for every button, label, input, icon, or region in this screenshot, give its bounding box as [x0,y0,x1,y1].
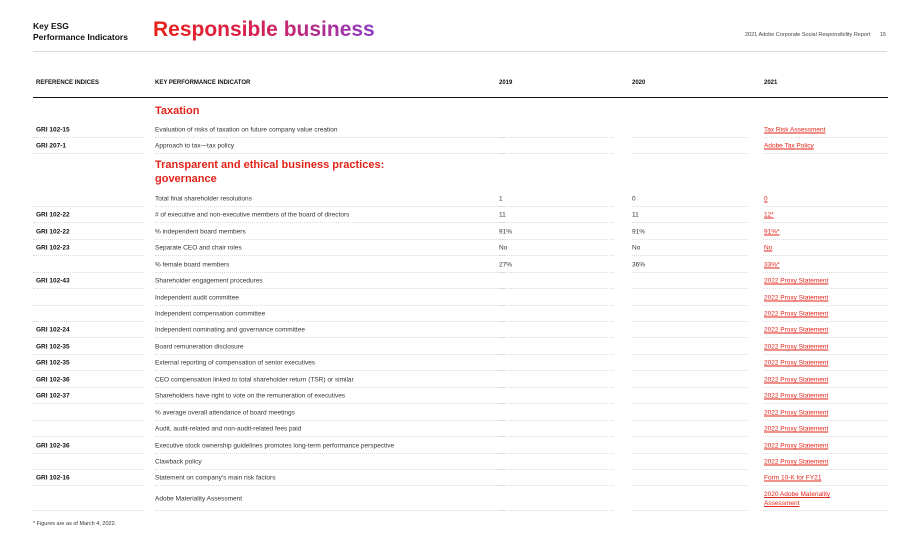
row-divider [763,288,888,289]
kpi-cell: Board remuneration disclosure [155,343,244,351]
table-row [33,470,888,486]
table-row [33,339,888,355]
table-row [33,273,888,289]
column-header-2020: 2020 [632,80,646,86]
row-divider [632,485,747,486]
table-row [33,138,888,154]
ref-cell: GRI 102-15 [36,126,70,134]
row-divider [33,436,143,437]
report-name: 2021 Adobe Corporate Social Responsibility Report [744,32,871,38]
row-divider [499,337,614,338]
value-2021-link[interactable]: 2022 Proxy Statement [764,359,829,367]
value-2019-cell: 27% [499,261,513,269]
kpi-cell: Total final shareholder resolutions [155,195,252,203]
section-label-line1: Key ESG [33,21,69,31]
row-divider [632,337,747,338]
kpi-cell: Independent nominating and governance committee [155,326,305,334]
row-divider [155,153,505,154]
row-divider [33,403,143,404]
row-divider [499,485,614,486]
kpi-cell: Independent compensation committee [155,310,266,318]
kpi-cell: % average overall attendance of board meetings [155,409,295,417]
kpi-cell: % independent board members [155,228,246,236]
table-row [33,122,888,138]
row-divider [499,403,614,404]
kpi-cell: External reporting of compensation of senior executives [155,359,316,367]
table-row [33,454,888,470]
value-2021-link[interactable]: 2022 Proxy Statement [764,442,829,450]
row-divider [155,222,505,223]
column-header-2021: 2021 [764,80,778,86]
kpi-cell: Separate CEO and chair roles [155,244,242,252]
row-divider [632,510,747,511]
header-divider [33,51,887,52]
ref-cell: GRI 102-37 [36,392,70,400]
page-number: 15 [879,32,886,38]
value-2019-cell: 91% [499,228,513,236]
report-info [745,32,886,38]
kpi-cell: Executive stock ownership guidelines promotes long-term performance perspective [155,442,395,450]
value-2021-link[interactable]: Tax Risk Assessment [764,126,826,134]
value-2021-link[interactable]: 2022 Proxy Statement [764,310,829,318]
row-divider [155,255,505,256]
header-section-label [33,21,128,43]
table-row [33,191,888,207]
ref-cell: GRI 102-22 [36,228,70,236]
value-2021-link[interactable]: 2022 Proxy Statement [764,326,829,334]
section-heading-taxation: Taxation [155,105,200,117]
row-divider [763,485,888,486]
value-2021-link[interactable]: No [764,244,773,252]
ref-cell: GRI 102-35 [36,343,70,351]
row-divider [499,436,614,437]
table-row [33,257,888,273]
governance-heading-line1: Transparent and ethical business practices: [155,159,385,171]
value-2019-cell: 1 [499,195,503,203]
row-divider [763,436,888,437]
row-divider [632,222,747,223]
value-2021-link[interactable]: 2022 Proxy Statement [764,425,829,433]
kpi-cell: Adobe Materiality Assessment [155,495,243,503]
row-divider [155,510,505,511]
ref-cell: GRI 102-22 [36,211,70,219]
value-2019-cell: 11 [499,211,506,219]
value-2020-cell: 0 [632,195,636,203]
kpi-cell: Evaluation of risks of taxation on future company value creation [155,126,338,134]
value-2021-link[interactable]: 91%* [764,228,780,236]
row-divider [763,403,888,404]
value-2021-link[interactable]: 2022 Proxy Statement [764,409,829,417]
row-divider [155,485,505,486]
value-2021-link[interactable]: 0 [764,195,768,203]
row-divider [632,255,747,256]
kpi-cell: Shareholder engagement procedures [155,277,263,285]
table-row [33,355,888,371]
governance-heading-line2: governance [155,173,217,185]
value-2021-link[interactable]: 12* [764,211,774,219]
row-divider [155,403,505,404]
row-divider [33,510,143,511]
row-divider [763,337,888,338]
value-2021-link[interactable]: 2022 Proxy Statement [764,294,829,302]
table-row [33,487,888,511]
row-divider [33,288,143,289]
row-divider [763,510,888,511]
value-2021-link[interactable]: Form 10-K for FY21 [764,474,822,482]
kpi-cell: Approach to tax—tax policy [155,142,235,150]
column-header-kpi: KEY PERFORMANCE INDICATOR [155,80,251,86]
kpi-cell: Audit, audit-related and non-audit-related fees paid [155,425,302,433]
table-row [33,207,888,223]
ref-cell: GRI 102-24 [36,326,70,334]
table-header-rule [33,97,888,98]
row-divider [33,337,143,338]
row-divider [33,222,143,223]
ref-cell: GRI 207-1 [36,142,66,150]
column-header-2019: 2019 [499,80,513,86]
row-divider [155,288,505,289]
row-divider [763,255,888,256]
ref-cell: GRI 102-43 [36,277,70,285]
column-header-ref: REFERENCE INDICES [36,80,100,86]
value-2021-link[interactable]: 2022 Proxy Statement [764,458,829,466]
value-2021-link[interactable]: 2020 Adobe Materiality Assessment [764,491,831,507]
kpi-cell: Clawback policy [155,458,202,466]
row-divider [33,153,143,154]
ref-cell: GRI 102-16 [36,474,70,482]
table-row [33,388,888,404]
section-heading-governance [155,158,384,186]
table-row [33,438,888,454]
row-divider [33,370,143,371]
value-2021-link[interactable]: 2022 Proxy Statement [764,392,829,400]
row-divider [763,222,888,223]
kpi-cell: % female board members [155,261,230,269]
kpi-cell: CEO compensation linked to total shareholder return (TSR) or similar [155,376,354,384]
ref-cell: GRI 102-36 [36,442,70,450]
footnote: * Figures are as of March 4, 2022. [33,521,117,527]
kpi-cell: Shareholders have right to vote on the remuneration of executives [155,392,346,400]
row-divider [499,222,614,223]
ref-cell: GRI 102-36 [36,376,70,384]
row-divider [632,403,747,404]
row-divider [155,337,505,338]
row-divider [632,370,747,371]
row-divider [499,255,614,256]
value-2021-link[interactable]: Adobe Tax Policy [764,142,814,150]
row-divider [499,510,614,511]
row-divider [763,370,888,371]
value-2020-cell: No [632,244,641,252]
value-2020-cell: 91% [632,228,646,236]
section-label-line2: Performance Indicators [33,32,128,42]
row-divider [499,288,614,289]
table-row [33,372,888,388]
ref-cell: GRI 102-23 [36,244,70,252]
value-2021-link[interactable]: 2022 Proxy Statement [764,277,829,285]
kpi-cell: Independent audit committee [155,294,239,302]
value-2020-cell: 36% [632,261,646,269]
kpi-cell: # of executive and non-executive members of the board of directors [155,211,350,219]
value-2019-cell: No [499,244,508,252]
row-divider [155,370,505,371]
ref-cell: GRI 102-35 [36,359,70,367]
kpi-cell: Statement on company's main risk factors [155,474,276,482]
value-2021-link[interactable]: 2022 Proxy Statement [764,343,829,351]
table-row [33,322,888,338]
row-divider [632,153,747,154]
row-divider [499,370,614,371]
row-divider [155,436,505,437]
table-row [33,421,888,437]
value-2021-link[interactable]: 33%* [764,261,780,269]
page-title: Responsible business [153,18,375,41]
row-divider [632,436,747,437]
row-divider [33,255,143,256]
table-row [33,240,888,256]
value-2020-cell: 11 [632,211,639,219]
table-row [33,224,888,240]
table-row [33,405,888,421]
row-divider [499,153,614,154]
table-row [33,306,888,322]
row-divider [763,153,888,154]
row-divider [33,485,143,486]
value-2021-link[interactable]: 2022 Proxy Statement [764,376,829,384]
row-divider [632,288,747,289]
table-row [33,290,888,306]
